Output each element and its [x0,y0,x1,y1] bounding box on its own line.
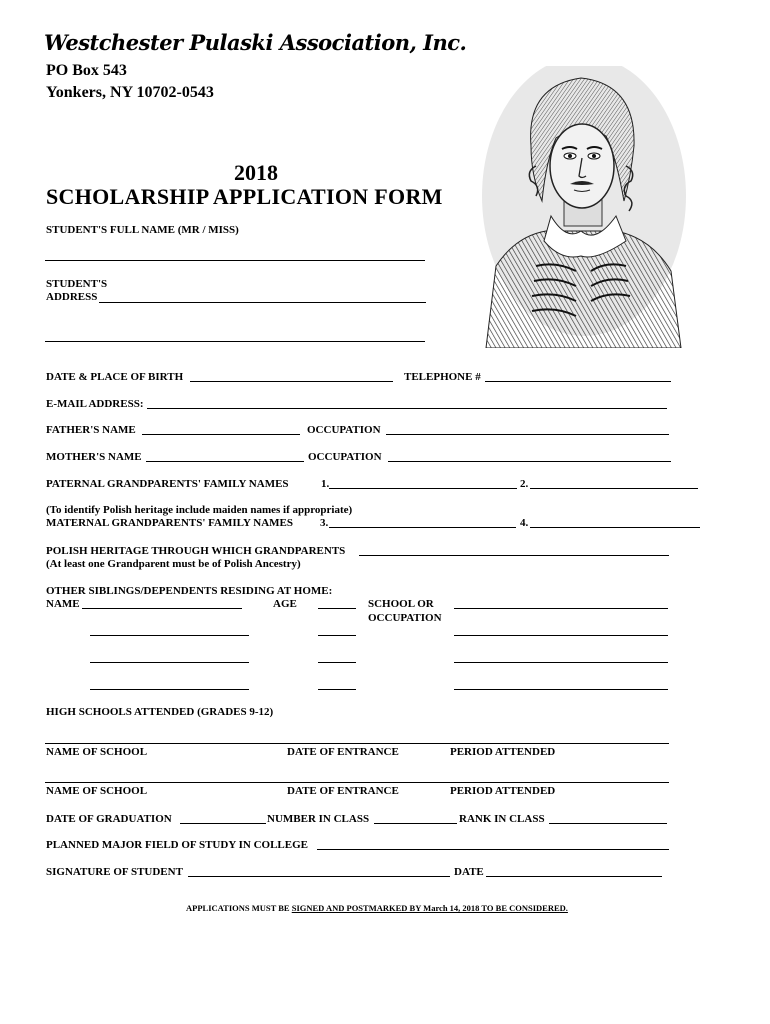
form-year: 2018 [234,160,278,185]
telephone-field[interactable] [485,381,671,382]
telephone-label: TELEPHONE # [404,371,481,383]
submission-notice-prefix: APPLICATIONS MUST BE [186,903,290,913]
number-in-class-label: NUMBER IN CLASS [267,813,370,825]
signature-field[interactable] [188,876,450,877]
email-field[interactable] [147,408,667,409]
paternal-label: PATERNAL GRANDPARENTS' FAMILY NAMES [46,478,289,490]
student-name-label: STUDENT'S FULL NAME (MR / MISS) [46,224,239,236]
high-schools-label: HIGH SCHOOLS ATTENDED (GRADES 9-12) [46,706,274,718]
polish-heritage-note: (At least one Grandparent must be of Polish Ancestry) [46,558,301,570]
city-state-zip: Yonkers, NY 10702-0543 [46,84,214,101]
maternal-label: MATERNAL GRANDPARENTS' FAMILY NAMES [46,517,294,529]
submission-notice [186,903,568,913]
polish-heritage-label: POLISH HERITAGE THROUGH WHICH GRANDPARENTS [46,545,346,557]
student-address-field-1[interactable] [99,302,426,303]
sibling-occupation-label: OCCUPATION [368,612,442,624]
sibling-school-label: SCHOOL OR [368,598,434,610]
planned-major-field[interactable] [317,849,669,850]
student-name-field[interactable] [45,260,425,261]
siblings-label: OTHER SIBLINGS/DEPENDENTS RESIDING AT HOME: [46,585,333,597]
date-of-graduation-field[interactable] [180,823,266,824]
name-of-school-label-1: NAME OF SCHOOL [46,746,148,758]
student-address-label-1: STUDENT'S [46,278,108,290]
sibling-school-field-3[interactable] [454,662,668,663]
sibling-age-field-3[interactable] [318,662,356,663]
sibling-school-field-4[interactable] [454,689,668,690]
sibling-name-field-4[interactable] [90,689,249,690]
high-school-field-1[interactable] [45,743,669,744]
paternal-name-2-field[interactable] [530,488,698,489]
planned-major-label: PLANNED MAJOR FIELD OF STUDY IN COLLEGE [46,839,308,851]
form-title: SCHOLARSHIP APPLICATION FORM [46,184,443,209]
mothers-name-label: MOTHER'S NAME [46,451,142,463]
maternal-name-3-field[interactable] [329,527,516,528]
sibling-age-field-4[interactable] [318,689,356,690]
number-in-class-field[interactable] [374,823,457,824]
student-address-field-2[interactable] [45,341,425,342]
paternal-number-1: 1. [321,478,330,490]
sibling-name-field-3[interactable] [90,662,249,663]
fathers-name-field[interactable] [142,434,300,435]
date-label: DATE [454,866,484,878]
rank-in-class-label: RANK IN CLASS [459,813,545,825]
sibling-age-field-2[interactable] [318,635,356,636]
rank-in-class-field[interactable] [549,823,667,824]
maternal-number-3: 3. [320,517,329,529]
father-occupation-label: OCCUPATION [307,424,381,436]
sibling-school-field-2[interactable] [454,635,668,636]
portrait-image [476,66,686,348]
period-attended-label-2: PERIOD ATTENDED [450,785,556,797]
father-occupation-field[interactable] [386,434,669,435]
email-label: E-MAIL ADDRESS: [46,398,144,410]
name-of-school-label-2: NAME OF SCHOOL [46,785,148,797]
fathers-name-label: FATHER'S NAME [46,424,136,436]
mother-occupation-label: OCCUPATION [308,451,382,463]
period-attended-label-1: PERIOD ATTENDED [450,746,556,758]
signature-label: SIGNATURE OF STUDENT [46,866,183,878]
dob-place-field[interactable] [190,381,393,382]
maternal-name-4-field[interactable] [530,527,700,528]
sibling-age-field-1[interactable] [318,608,356,609]
date-of-entrance-label-1: DATE OF ENTRANCE [287,746,399,758]
paternal-number-2: 2. [520,478,529,490]
date-of-graduation-label: DATE OF GRADUATION [46,813,172,825]
identify-heritage-note: (To identify Polish heritage include maiden names if appropriate) [46,504,353,516]
date-field[interactable] [486,876,662,877]
sibling-school-field-1[interactable] [454,608,668,609]
po-box: PO Box 543 [46,62,127,79]
paternal-name-1-field[interactable] [329,488,517,489]
sibling-name-label: NAME [46,598,80,610]
submission-notice-deadline: SIGNED AND POSTMARKED BY March 14, 2018 TO BE CONSIDERED. [291,903,568,913]
mother-occupation-field[interactable] [388,461,671,462]
student-address-label-2: ADDRESS [46,291,98,303]
high-school-field-2[interactable] [45,782,669,783]
polish-heritage-field[interactable] [359,555,669,556]
organization-name: Westchester Pulaski Association, Inc. [44,30,467,55]
sibling-name-field-1[interactable] [82,608,242,609]
sibling-age-label: AGE [273,598,297,610]
mothers-name-field[interactable] [146,461,304,462]
dob-place-label: DATE & PLACE OF BIRTH [46,371,184,383]
sibling-name-field-2[interactable] [90,635,249,636]
maternal-number-4: 4. [520,517,529,529]
date-of-entrance-label-2: DATE OF ENTRANCE [287,785,399,797]
